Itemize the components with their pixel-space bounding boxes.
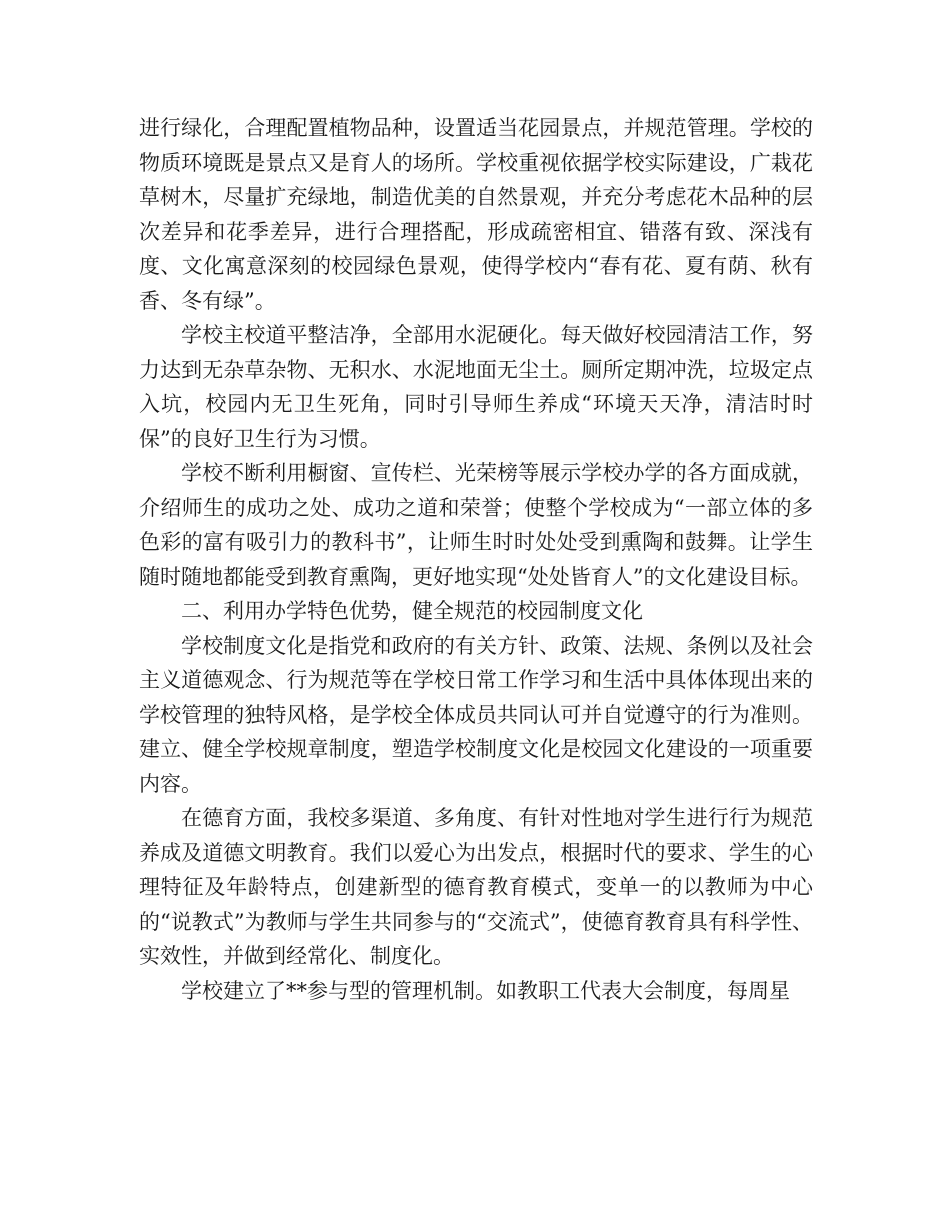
paragraph-management-mechanism: 学校建立了**参与型的管理机制。如教职工代表大会制度，每周星	[181, 978, 790, 1003]
paragraph-greening: 进行绿化，合理配置植物品种，设置适当花园景点，并规范管理。学校的物质环境既是景点又是育人的场所。学校重视依据学校实际建设，广栽花草树木，尽量扩充绿地，制造优美的自然景观，并充分考虑花木品种的层次差异和花季差异，进行合理搭配，形成疏密相宜、错落有致、深浅有度、文化寓意深刻的校园绿色景观，使得学校内“春有花、夏有荫、秋有香、冬有绿”。	[139, 116, 813, 313]
section-heading-institutional-culture: 二、利用办学特色优势，健全规范的校园制度文化	[181, 599, 643, 623]
paragraph-moral-education: 在德育方面，我校多渠道、多角度、有针对性地对学生进行行为规范养成及道德文明教育。我们以爱心为出发点，根据时代的要求、学生的心理特征及年龄特点，创建新型的德育教育模式，变单一的以教师为中心的“说教式”为教师与学生共同参与的“交流式”，使德育教育具有科学性、实效性，并做到经常化、制度化。	[139, 806, 813, 968]
paragraph-institutional-culture: 学校制度文化是指党和政府的有关方针、政策、法规、条例以及社会主义道德观念、行为规范等在学校日常工作学习和生活中具体体现出来的学校管理的独特风格，是学校全体成员共同认可并自觉遵守的行为准则。建立、健全学校规章制度，塑造学校制度文化是校园文化建设的一项重要内容。	[139, 633, 813, 796]
paragraph-campus-roads: 学校主校道平整洁净，全部用水泥硬化。每天做好校园清洁工作，努力达到无杂草杂物、无积水、水泥地面无尘土。厕所定期冲洗，垃圾定点入坑，校园内无卫生死角，同时引导师生养成“环境天天净，清洁时时保”的良好卫生行为习惯。	[139, 323, 813, 451]
document-body	[139, 111, 813, 1008]
paragraph-display-windows: 学校不断利用橱窗、宣传栏、光荣榜等展示学校办学的各方面成就，介绍师生的成功之处、成功之道和荣誉；使整个学校成为“一部立体的多色彩的富有吸引力的教科书”，让师生时时处处受到熏陶和鼓舞。让学生随时随地都能受到教育熏陶，更好地实现“处处皆育人”的文化建设目标。	[139, 461, 813, 589]
